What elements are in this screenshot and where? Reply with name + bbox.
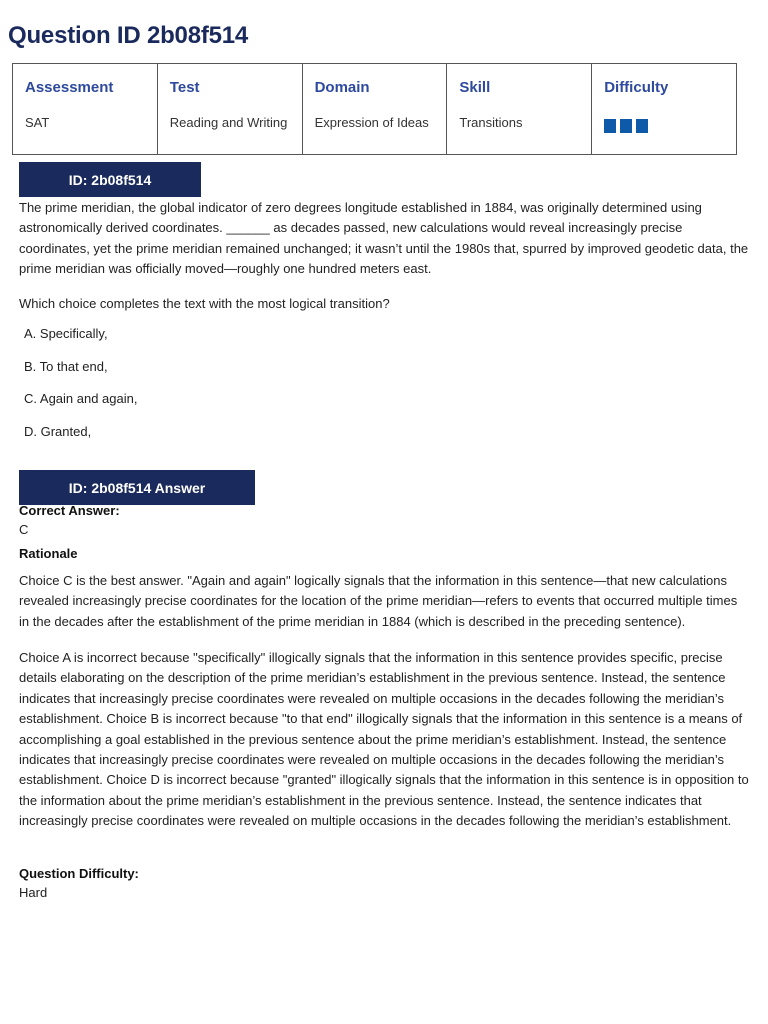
difficulty-header: Difficulty [604,79,669,96]
skill-value: Transitions [459,115,523,130]
domain-header: Domain [314,79,370,96]
answer-choices-list [24,324,137,455]
choice-d: D. Granted, [24,424,92,440]
correct-answer-label: Correct Answer: [19,503,120,518]
question-prompt: Which choice completes the text with the most logical transition? [19,296,390,311]
rationale-paragraph: Choice A is incorrect because "specifically" illogically signals that the information in this sentence provides specific, precise details elaborating on the description of the prime meridian’s establishment in the previous sentence. Instead, the sentence indicates that increasingly precise coordinates were revealed on multiple occasions in the decades following the meridian’s establishment. Choice B is incorrect because "to that end" illogically signals that the information in this sentence is a means of accomplishing a goal established in the previous sentence about the prime meridian’s establishment. Instead, the sentence indicates that increasingly precise coordinates were revealed on multiple occasions in the decades following the meridian’s establishment. Choice D is incorrect because "granted" illogically signals that the information in this sentence is in opposition to the information about the prime meridian’s establishment in the previous sentence. Instead, the sentence indicates that increasingly precise coordinates were revealed on multiple occasions in the decades following the meridian’s establishment. [19,650,749,829]
question-difficulty-label: Question Difficulty: [19,866,139,881]
answer-id-banner: ID: 2b08f514 Answer [19,470,255,505]
correct-answer-value: C [19,522,29,537]
skill-header: Skill [459,79,491,96]
domain-cell [302,64,447,155]
difficulty-bar [604,119,616,133]
difficulty-bar [636,119,648,133]
choice-b: B. To that end, [24,358,108,374]
difficulty-bars-indicator [604,119,736,133]
question-id-banner: ID: 2b08f514 [19,162,201,197]
choice-a: A. Specifically, [24,326,108,341]
question-difficulty-value: Hard [19,885,48,900]
skill-cell [447,64,592,155]
rationale-heading: Rationale [19,546,78,561]
question-metadata-table [12,63,737,155]
choice-c: C. Again and again, [24,391,138,407]
test-cell [157,64,302,155]
question-passage: The prime meridian, the global indicator of zero degrees longitude established in 1884, was originally determined using astronomically derived coordinates. ______ as decades passed, new calculations would reveal increasingly precise coordinates, yet the prime meridian remained unchanged; it wasn’t until the 1980s that, spurred by improved geodetic data, the prime meridian was officially moved—roughly one hundred meters east. [19,200,749,277]
rationale-paragraph: Choice C is the best answer. "Again and again" logically signals that the information in this sentence—that new calculations revealed increasingly precise coordinates for the location of the prime meridian—refers to events that occurred multiple times in the decades after the establishment of the prime meridian in 1884 (which is described in the preceding sentence). [19,573,738,629]
test-value: Reading and Writing [169,115,288,130]
assessment-header: Assessment [25,79,114,96]
assessment-value: SAT [25,115,50,130]
assessment-cell [13,64,158,155]
difficulty-cell [592,64,737,155]
difficulty-bar [620,119,632,133]
page-title: Question ID 2b08f514 [8,22,249,49]
domain-value: Expression of Ideas [314,115,429,130]
test-header: Test [169,79,200,96]
